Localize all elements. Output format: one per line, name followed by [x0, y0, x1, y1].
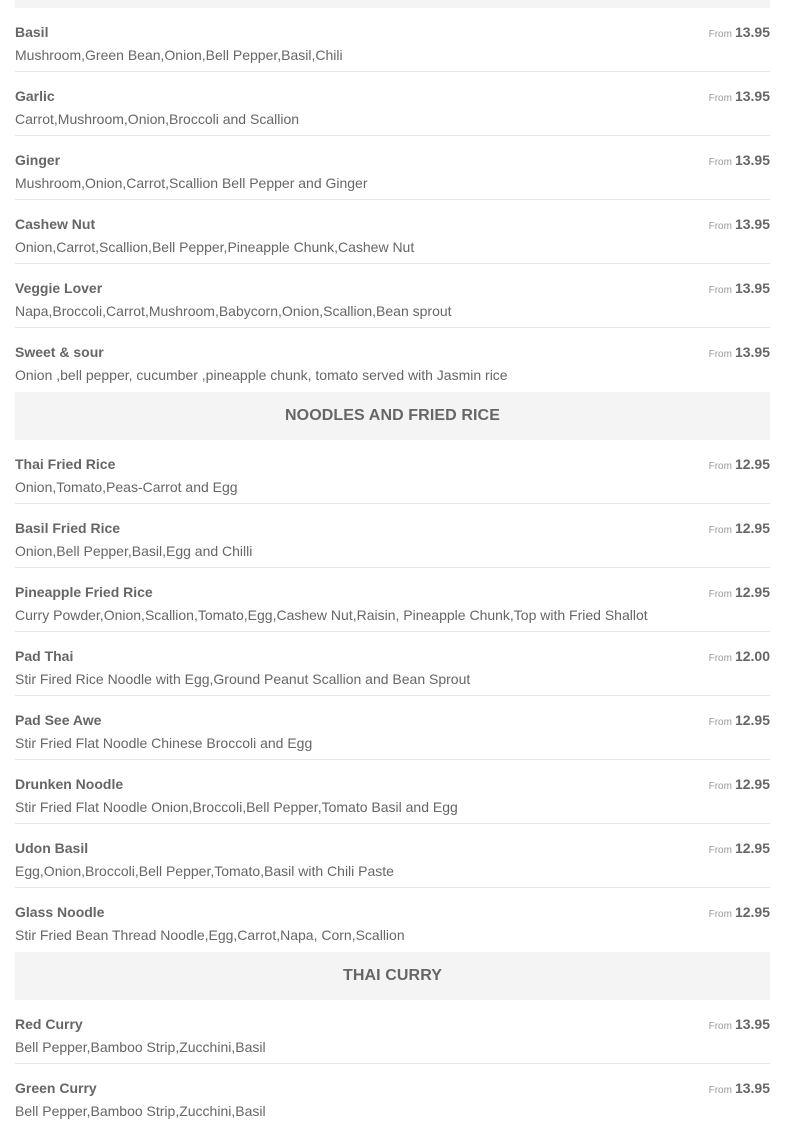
menu-item[interactable]	[15, 760, 770, 824]
item-name: Thai Fried Rice	[15, 456, 116, 472]
item-name: Sweet & sour	[15, 344, 104, 360]
menu-item[interactable]	[15, 696, 770, 760]
section-header-partial	[15, 0, 770, 8]
price-value: 13.95	[734, 24, 770, 40]
item-name: Pineapple Fried Rice	[15, 584, 153, 600]
price-value: 12.95	[734, 840, 770, 856]
price-value: 13.95	[734, 88, 770, 104]
item-price	[709, 1016, 770, 1034]
item-description: Onion ,bell pepper, cucumber ,pineapple chunk, tomato served with Jasmin rice	[15, 367, 508, 383]
from-label: From	[708, 93, 732, 104]
menu-item[interactable]	[15, 8, 770, 72]
item-price	[709, 152, 770, 170]
price-value: 13.95	[734, 1016, 770, 1032]
item-name: Pad See Awe	[15, 712, 102, 728]
from-label: From	[708, 221, 732, 232]
menu-item[interactable]	[15, 328, 770, 392]
section-items	[15, 8, 770, 392]
menu-item[interactable]	[15, 632, 770, 696]
section-items	[15, 440, 770, 952]
item-price	[709, 280, 770, 298]
item-description: Mushroom,Onion,Carrot,Scallion Bell Pepper and Ginger	[15, 175, 368, 191]
menu-item[interactable]	[15, 568, 770, 632]
price-value: 12.95	[734, 904, 770, 920]
item-name: Glass Noodle	[15, 904, 105, 920]
menu-item[interactable]	[15, 824, 770, 888]
item-price	[709, 712, 770, 730]
item-description: Egg,Onion,Broccoli,Bell Pepper,Tomato,Basil with Chili Paste	[15, 863, 394, 879]
price-value: 13.95	[734, 1080, 770, 1096]
price-value: 12.95	[734, 584, 770, 600]
from-label: From	[708, 909, 732, 920]
from-label: From	[708, 1085, 732, 1096]
from-label: From	[708, 845, 732, 856]
item-description: Stir Fried Flat Noodle Chinese Broccoli and Egg	[15, 735, 313, 751]
item-description: Onion,Bell Pepper,Basil,Egg and Chilli	[15, 543, 253, 559]
item-name: Ginger	[15, 152, 61, 168]
item-description: Stir Fried Flat Noodle Onion,Broccoli,Bell Pepper,Tomato Basil and Egg	[15, 799, 458, 815]
item-price	[709, 88, 770, 106]
item-name: Pad Thai	[15, 648, 74, 664]
item-description: Bell Pepper,Bamboo Strip,Zucchini,Basil	[15, 1039, 266, 1055]
menu-item[interactable]	[15, 888, 770, 952]
section-items	[15, 1000, 770, 1128]
item-price	[709, 1080, 770, 1098]
section-header-thai-curry: THAI CURRY	[15, 952, 770, 1000]
from-label: From	[708, 589, 732, 600]
price-value: 13.95	[734, 280, 770, 296]
item-description: Carrot,Mushroom,Onion,Broccoli and Scallion	[15, 111, 300, 127]
item-price	[709, 840, 770, 858]
item-price	[709, 24, 770, 42]
item-price	[709, 776, 770, 794]
from-label: From	[708, 781, 732, 792]
item-name: Basil Fried Rice	[15, 520, 121, 536]
menu-item[interactable]	[15, 264, 770, 328]
from-label: From	[708, 157, 732, 168]
menu-item[interactable]	[15, 200, 770, 264]
from-label: From	[708, 1021, 732, 1032]
menu-item[interactable]	[15, 1064, 770, 1128]
item-price	[709, 648, 770, 666]
item-price	[709, 344, 770, 362]
section-header-noodles-fried-rice: NOODLES AND FRIED RICE	[15, 392, 770, 440]
item-price	[709, 904, 770, 922]
menu-list	[15, 0, 770, 1128]
item-name: Drunken Noodle	[15, 776, 124, 792]
item-description: Curry Powder,Onion,Scallion,Tomato,Egg,Cashew Nut,Raisin, Pineapple Chunk,Top with Fried Shallot	[15, 607, 648, 623]
from-label: From	[708, 653, 732, 664]
price-value: 12.95	[734, 712, 770, 728]
item-description: Mushroom,Green Bean,Onion,Bell Pepper,Basil,Chili	[15, 47, 343, 63]
from-label: From	[708, 717, 732, 728]
item-name: Green Curry	[15, 1080, 97, 1096]
menu-item[interactable]	[15, 1000, 770, 1064]
from-label: From	[708, 349, 732, 360]
menu-item[interactable]	[15, 136, 770, 200]
menu-item[interactable]	[15, 504, 770, 568]
item-name: Basil	[15, 24, 49, 40]
item-description: Onion,Carrot,Scallion,Bell Pepper,Pineapple Chunk,Cashew Nut	[15, 239, 415, 255]
item-price	[709, 520, 770, 538]
from-label: From	[708, 29, 732, 40]
item-description: Stir Fried Bean Thread Noodle,Egg,Carrot,Napa, Corn,Scallion	[15, 927, 405, 943]
from-label: From	[708, 285, 732, 296]
menu-item[interactable]	[15, 440, 770, 504]
from-label: From	[708, 525, 732, 536]
price-value: 12.95	[734, 776, 770, 792]
price-value: 13.95	[734, 152, 770, 168]
item-description: Stir Fired Rice Noodle with Egg,Ground Peanut Scallion and Bean Sprout	[15, 671, 471, 687]
item-name: Udon Basil	[15, 840, 89, 856]
item-description: Bell Pepper,Bamboo Strip,Zucchini,Basil	[15, 1103, 266, 1119]
item-price	[709, 584, 770, 602]
item-description: Onion,Tomato,Peas-Carrot and Egg	[15, 479, 238, 495]
item-name: Veggie Lover	[15, 280, 103, 296]
price-value: 12.95	[734, 456, 770, 472]
item-description: Napa,Broccoli,Carrot,Mushroom,Babycorn,Onion,Scallion,Bean sprout	[15, 303, 452, 319]
price-value: 13.95	[734, 216, 770, 232]
item-name: Garlic	[15, 88, 55, 104]
menu-item[interactable]	[15, 72, 770, 136]
from-label: From	[708, 461, 732, 472]
price-value: 13.95	[734, 344, 770, 360]
item-price	[709, 456, 770, 474]
price-value: 12.95	[734, 520, 770, 536]
item-name: Red Curry	[15, 1016, 83, 1032]
item-price	[709, 216, 770, 234]
price-value: 12.00	[734, 648, 770, 664]
item-name: Cashew Nut	[15, 216, 96, 232]
